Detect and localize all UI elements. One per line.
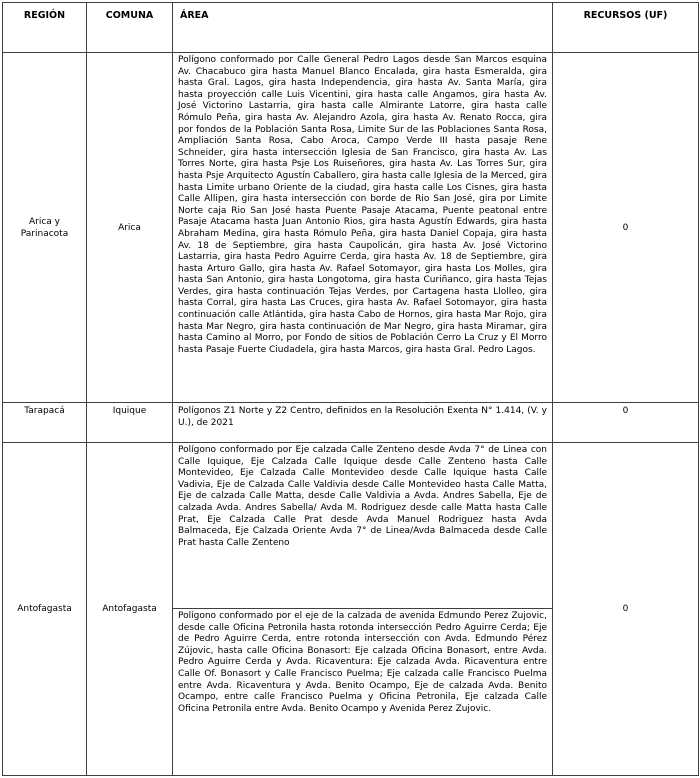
column-header-recursos: RECURSOS (UF) xyxy=(553,3,699,53)
column-header-area: ÁREA xyxy=(173,3,553,53)
area-cell: Polígono conformado por Calle General Pedro Lagos desde San Marcos esquina Av. Chacabuco gira hasta Manuel Blanco Encalada, gira hasta Esmeralda, gira hasta Gral. Lagos, gira hasta Independencia, gira hasta Av. Santa María, gira hasta proyección calle Luis Vicentini, gira hasta calle Angamos, gira hasta Av. José Victorino Lastarria, gira hasta calle Almirante Latorre, gira hasta calle Rómulo Peña, gira hasta Av. Alejandro Azola, gira hasta Av. Renato Rocca, gira por fondos de la Población Santa Rosa, Limite Sur de las Poblaciones Santa Rosa, Ampliación Santa Rosa, Cabo Aroca, Campo Verde III hasta pasaje Rene Schneider, gira hasta intersección Iglesia de San Francisco, gira hasta Av. Las Torres Norte, gira hasta Psje Los Ruiseñores, gira hasta Av. Las Torres Sur, gira hasta Psje Arquitecto Agustín Caballero, gira hasta calle Iglesia de la Merced, gira hasta Limite urbano Oriente de la ciudad, gira hasta calle Los Cisnes, gira hasta Calle Allipen, gira hasta intersección con borde de Rio San José, gira por Limite Norte caja Rio San José hasta Puente Pasaje Atacama, Puente peatonal entre Pasaje Atacama hasta Juan Antonio Rios, gira hasta Agustín Edwards, gira hasta Abraham Medina, gira hasta Rómulo Peña, gira hasta Daniel Copaja, gira hasta Av. 18 de Septiembre, gira hasta Caupolicán, gira hasta Av. José Victorino Lastarria, gira hasta Pedro Aguirre Cerda, gira hasta Av. 18 de Septiembre, gira hasta Arturo Gallo, gira hasta Av. Rafael Sotomayor, gira hasta Los Molles, gira hasta San Antonio, gira hasta Longotoma, gira hasta Curiñanco, gira hasta Tejas Verdes, gira hasta continuación Tejas Verdes, por Cartagena hasta Llolleo, gira hasta Corral, gira hasta Las Cruces, gira hasta Av. Rafael Sotomayor, gira hasta continuación calle Atlántida, gira hasta Cabo de Hornos, gira hasta Mar Rojo, gira hasta Mar Negro, gira hasta continuación de Mar Negro, gira hasta Miramar, gira hasta Camino al Morro, por Fondo de sitios de Población Cerro La Cruz y El Morro hasta Pasaje Fuerte Ciudadela, gira hasta Marcos, gira hasta Gral. Pedro Lagos. xyxy=(173,53,553,403)
zones-table xyxy=(2,2,699,776)
comuna-cell: Arica xyxy=(87,53,173,403)
region-cell: Tarapacá xyxy=(3,403,87,443)
region-cell: Arica y Parinacota xyxy=(3,53,87,403)
table-row-tarapaca xyxy=(3,403,699,443)
comuna-cell: Iquique xyxy=(87,403,173,443)
region-cell: Antofagasta xyxy=(3,443,87,776)
area-cell: Polígonos Z1 Norte y Z2 Centro, definidos en la Resolución Exenta N° 1.414, (V. y U.), de 2021 xyxy=(173,403,553,443)
area-cell: Polígono conformado por Eje calzada Calle Zenteno desde Avda 7° de Linea con Calle Iquique, Eje Calzada Calle Iquique desde Calle Zenteno hasta Calle Montevideo, Eje Calzada Calle Montevideo desde Calle Iquique hasta Calle Vadivia, Eje de Calzada Calle Valdivia desde Calle Montevideo hasta Calle Matta, Eje de calzada Calle Matta, desde Calle Valdivia a Avda. Andres Sabella, Eje de calzada Avda. Andres Sabella/ Avda M. Rodriguez desde calle Matta hasta Calle Prat, Eje Calzada Calle Prat desde Avda Manuel Rodriguez hasta Avda Balmaceda, Eje Calzada Oriente Avda 7° de Linea/Avda Balmaceda desde Calle Prat hasta Calle Zenteno xyxy=(173,443,553,609)
recursos-cell: 0 xyxy=(553,53,699,403)
table-row-antofagasta xyxy=(3,443,699,609)
comuna-cell: Antofagasta xyxy=(87,443,173,776)
table-header-row xyxy=(3,3,699,53)
area-cell: Polígono conformado por el eje de la calzada de avenida Edmundo Perez Zujovic, desde calle Oficina Petronila hasta rotonda intersección Pedro Aguirre Cerda; Eje de Pedro Aguirre Cerda, entre rotonda intersección con Avda. Edmundo Pérez Zújovic, hasta calle Oficina Bonasort: Eje calzada Oficina Bonasort, entre Avda. Pedro Aguirre Cerda y Avda. Ricaventura: Eje calzada Avda. Ricaventura entre Calle Of. Bonasort y Calle Francisco Puelma; Eje calzada calle Francisco Puelma entre Avda. Ricaventura y Avda. Benito Ocampo, Eje de calzada Avda. Benito Ocampo, entre calle Francisco Puelma y Oficina Petronila, Eje calzada Calle Oficina Petronila entre Avda. Benito Ocampo y Avenida Perez Zujovic. xyxy=(173,609,553,776)
recursos-cell: 0 xyxy=(553,403,699,443)
table-row-arica xyxy=(3,53,699,403)
recursos-cell: 0 xyxy=(553,443,699,776)
column-header-region: REGIÓN xyxy=(3,3,87,53)
column-header-comuna: COMUNA xyxy=(87,3,173,53)
